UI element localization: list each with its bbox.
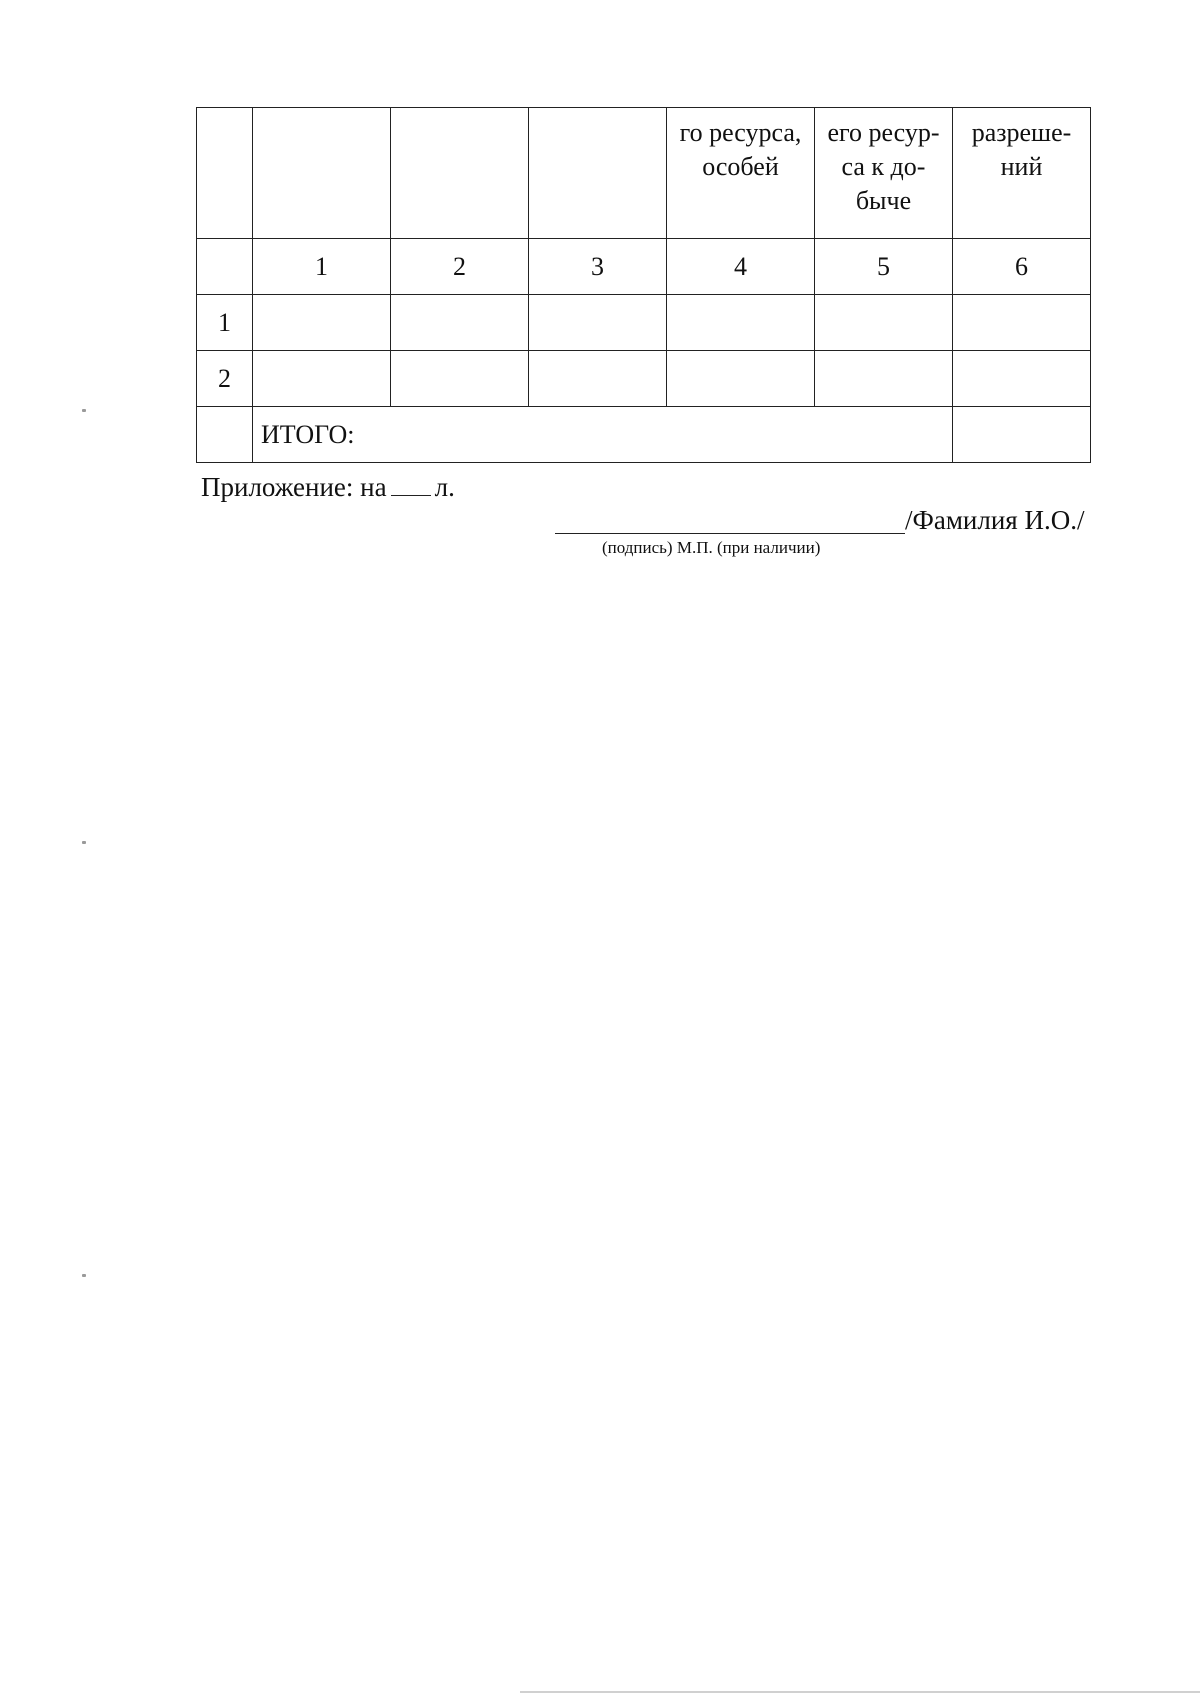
- total-value-cell: [953, 407, 1091, 463]
- table-cell: [529, 295, 667, 351]
- header-text: разреше- ний: [971, 118, 1072, 181]
- header-cell: [529, 108, 667, 239]
- header-cell: [667, 108, 815, 239]
- table-cell: [253, 351, 391, 407]
- column-number-cell: 5: [815, 239, 953, 295]
- report-table: [196, 107, 1091, 463]
- header-text: его ресур- са к до- быче: [827, 118, 940, 215]
- header-text: го ресурса, особей: [679, 118, 802, 181]
- table-cell: [253, 295, 391, 351]
- table-cell: [667, 351, 815, 407]
- table-cell: [391, 351, 529, 407]
- column-number-cell: 1: [253, 239, 391, 295]
- scan-edge: [520, 1691, 1200, 1693]
- signature-line: [555, 533, 905, 534]
- signature-caption: (подпись) М.П. (при наличии): [602, 538, 821, 557]
- total-row: [197, 407, 1091, 463]
- signer-name: /Фамилия И.О./: [905, 505, 1085, 535]
- table-cell: [529, 351, 667, 407]
- scan-artifact-dot: [82, 841, 86, 844]
- appendix-line: [201, 469, 455, 505]
- column-number-cell: 3: [529, 239, 667, 295]
- table-cell: [197, 407, 253, 463]
- table-cell: [953, 295, 1091, 351]
- total-label: ИТОГО:: [253, 407, 953, 463]
- column-number-cell: 6: [953, 239, 1091, 295]
- row-number-cell: 2: [197, 351, 253, 407]
- table-cell: [815, 295, 953, 351]
- table-row: [197, 295, 1091, 351]
- table-cell: [815, 351, 953, 407]
- column-number-cell: 2: [391, 239, 529, 295]
- column-number-cell: 4: [667, 239, 815, 295]
- table-cell: [953, 351, 1091, 407]
- table-header-row: [197, 108, 1091, 239]
- column-number-row: [197, 239, 1091, 295]
- row-number-cell: 1: [197, 295, 253, 351]
- table-cell: [667, 295, 815, 351]
- appendix-prefix: Приложение: на: [201, 472, 387, 502]
- header-cell: [253, 108, 391, 239]
- scan-artifact-dot: [82, 1274, 86, 1277]
- header-cell: [391, 108, 529, 239]
- header-cell: [197, 108, 253, 239]
- table-cell: [391, 295, 529, 351]
- header-cell: [953, 108, 1091, 239]
- scan-artifact-dot: [82, 409, 86, 412]
- table-row: [197, 351, 1091, 407]
- header-cell: [815, 108, 953, 239]
- sheet-count-blank: [391, 471, 431, 496]
- appendix-suffix: л.: [434, 472, 455, 502]
- column-number-cell: [197, 239, 253, 295]
